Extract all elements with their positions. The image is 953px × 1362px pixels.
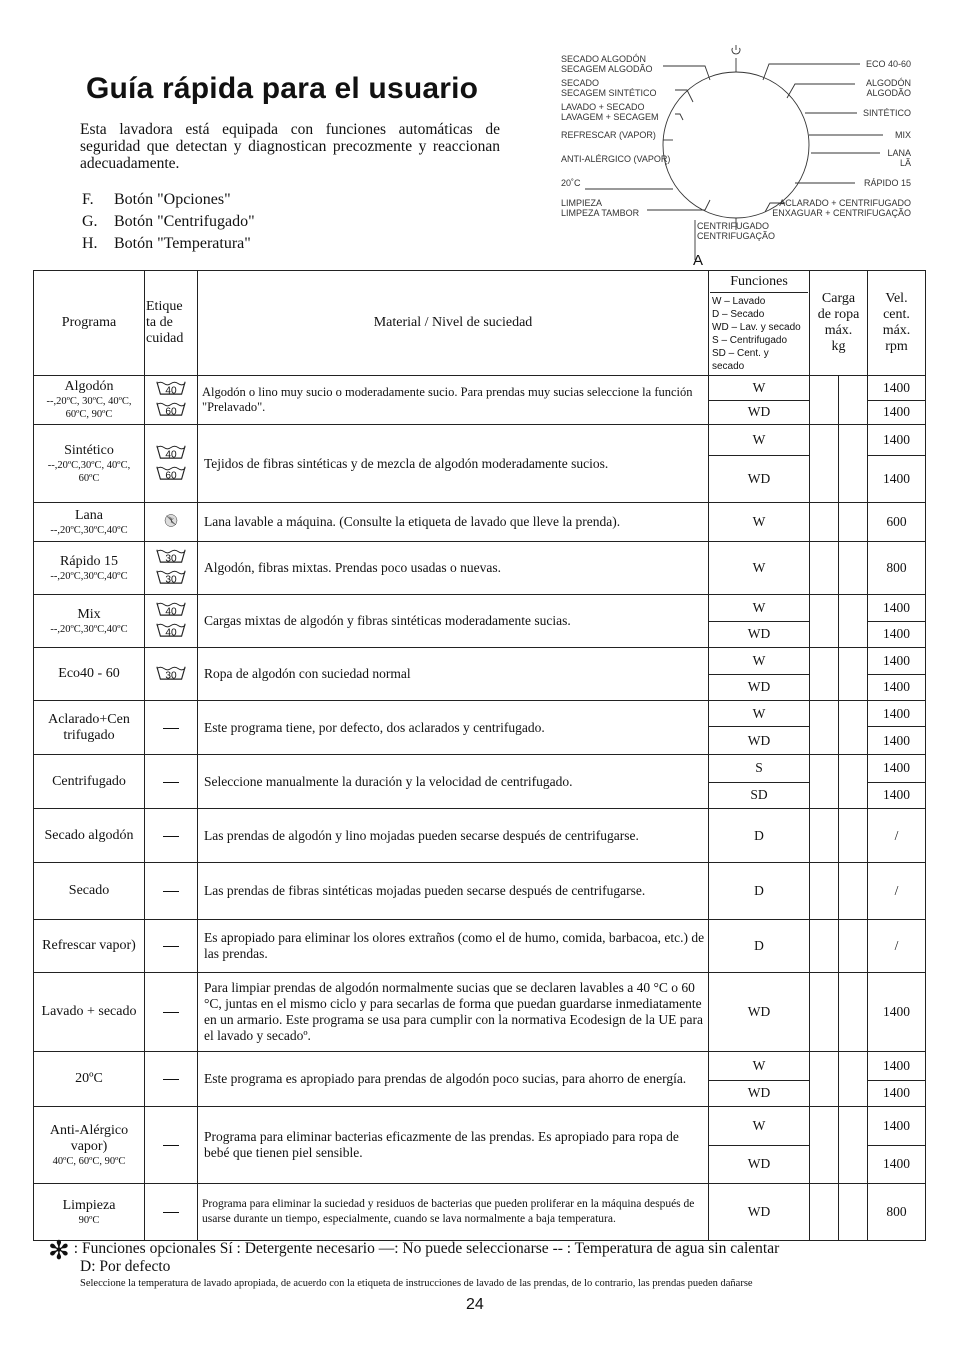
dial-left-labels (561, 54, 710, 218)
program-cell (34, 1107, 145, 1184)
program-cell (34, 973, 145, 1052)
page-title: Guía rápida para el usuario (86, 72, 479, 105)
care-label-cell (145, 425, 198, 503)
function-cell: D (709, 809, 810, 863)
load-cell (810, 973, 868, 1052)
button-item-h: H. Botón "Temperatura" (82, 235, 251, 252)
program-temperatures: --,20ºC,30ºC,40ºC (50, 524, 128, 536)
function-cell: D (709, 863, 810, 920)
program-name: Limpieza (62, 1197, 116, 1213)
load-cell (810, 701, 868, 755)
care-label-cell (145, 376, 198, 425)
load-cell (810, 425, 868, 503)
material-cell: Programa para eliminar bacterias eficazmente de las prendas. Es apropiado para ropa de bebé que tienen piel sensible. (198, 1107, 709, 1184)
header-material: Material / Nivel de suciedad (198, 271, 709, 376)
program-name: Mix (77, 606, 101, 622)
dial-left-label: REFRESCAR (VAPOR) (561, 130, 656, 140)
dial-left-label: SECAGEM ALGODÃO (561, 64, 653, 74)
svg-text:40: 40 (165, 449, 177, 459)
dial-right-label: ALGODÓN (865, 78, 911, 88)
function-cell: WD (709, 456, 810, 503)
function-cell: WD (709, 973, 810, 1052)
spin-speed-cell: 1400 (868, 595, 926, 622)
asterisk-icon: ✻ (48, 1236, 70, 1265)
care-label-cell (145, 863, 198, 920)
header-funciones: Funciones W – Lavado D – Secado WD – Lav. y secado S – Centrifugado SD – Cent. y secado (709, 271, 810, 376)
program-name: Centrifugado (52, 773, 126, 789)
program-temperatures: --,20ºC,30ºC, 40ºC, (47, 459, 131, 471)
program-cell (34, 503, 145, 542)
function-cell: S (709, 755, 810, 783)
spin-speed-cell: 1400 (868, 755, 926, 783)
table-row (34, 376, 926, 401)
wash-tub-icon (155, 548, 187, 563)
table-row (34, 542, 926, 595)
function-cell: WD (709, 1080, 810, 1106)
program-cell (34, 920, 145, 973)
svg-text:40: 40 (165, 627, 177, 637)
svg-text:60: 60 (165, 406, 177, 416)
program-name: Aclarado+Cen (48, 711, 130, 727)
table-header-row (34, 271, 926, 376)
spin-speed-cell: 1400 (868, 973, 926, 1052)
dial-left-label: SECAGEM SINTÉTICO (561, 88, 657, 98)
function-cell: W (709, 1052, 810, 1081)
function-cell: D (709, 920, 810, 973)
material-cell: Las prendas de algodón y lino mojadas pueden secarse después de centrifugarse. (198, 809, 709, 863)
care-label-cell (145, 1052, 198, 1107)
load-cell (810, 1107, 868, 1184)
wash-tub-icon (155, 401, 187, 416)
material-cell: Algodón, fibras mixtas. Prendas poco usadas o nuevas. (198, 542, 709, 595)
table-row (34, 1052, 926, 1081)
program-name: Secado algodón (44, 827, 134, 843)
program-name: Lavado + secado (41, 1004, 137, 1019)
button-list (82, 189, 255, 255)
program-dial-diagram (555, 40, 925, 270)
spin-speed-cell: 1400 (868, 376, 926, 401)
program-temperatures: --,20ºC, 30ºC, 40ºC, (46, 396, 132, 407)
spin-speed-cell: 1400 (868, 701, 926, 727)
function-cell: W (709, 648, 810, 675)
dial-left-label: LIMPEZA TAMBOR (561, 208, 640, 218)
svg-text:30: 30 (165, 670, 177, 680)
function-cell: WD (709, 674, 810, 701)
program-cell (34, 701, 145, 755)
function-cell: WD (709, 1184, 810, 1241)
dash-icon (163, 728, 179, 729)
spin-speed-cell: 1400 (868, 674, 926, 701)
function-cell: W (709, 1107, 810, 1146)
table-row (34, 425, 926, 456)
function-cell: WD (709, 400, 810, 425)
care-label-cell (145, 595, 198, 648)
spin-speed-cell: 1400 (868, 648, 926, 675)
program-name: trifugado (63, 727, 115, 743)
program-temperatures: --,20ºC,30ºC,40ºC (50, 623, 128, 635)
dial-right-label: LANA (887, 148, 911, 158)
function-cell: W (709, 503, 810, 542)
dial-bottom-label (693, 218, 775, 269)
function-cell: WD (709, 621, 810, 648)
material-cell: Seleccione manualmente la duración y la velocidad de centrifugado. (198, 755, 709, 809)
care-label-cell (145, 503, 198, 542)
material-cell: Programa para eliminar la suciedad y residuos de bacterias que pueden proliferar en la máquina después de usarse durante un tiempo, especialmente, cuando se lava normalmente a baja temperatura. (198, 1184, 709, 1241)
material-cell: Lana lavable a máquina. (Consulte la etiqueta de lavado que lleve la prenda). (198, 503, 709, 542)
care-label-cell (145, 809, 198, 863)
table-row (34, 701, 926, 727)
material-cell: Este programa es apropiado para prendas de algodón poco sucias, para ahorro de energía. (198, 1052, 709, 1107)
program-cell (34, 376, 145, 425)
table-row (34, 863, 926, 920)
program-cell (34, 425, 145, 503)
wash-tub-icon (155, 444, 187, 459)
svg-text:30: 30 (165, 553, 177, 563)
dial-right-label: ECO 40-60 (865, 59, 911, 69)
load-cell (810, 595, 868, 648)
footer-note: Seleccione la temperatura de lavado apropiada, de acuerdo con la etiqueta de instrucciones de lavado de las prendas, de lo contrario, las prendas pueden dañarse (80, 1278, 753, 1289)
spin-speed-cell: 1400 (868, 456, 926, 503)
program-name: Anti-Alérgico (49, 1122, 129, 1138)
program-name: 20ºC (75, 1071, 103, 1086)
program-cell (34, 648, 145, 701)
function-cell: WD (709, 1145, 810, 1184)
program-cell (34, 863, 145, 920)
header-carga: Carga de ropa máx. kg (810, 271, 868, 376)
program-name: Secado (68, 883, 110, 898)
material-cell: Este programa tiene, por defecto, dos aclarados y centrifugado. (198, 701, 709, 755)
table-row (34, 809, 926, 863)
dial-right-label: ALGODÃO (866, 88, 911, 98)
table-row (34, 920, 926, 973)
dash-icon (163, 782, 179, 783)
program-name: Eco40 - 60 (58, 666, 120, 681)
dial-left-label: LIMPIEZA (561, 198, 603, 208)
care-label-cell (145, 973, 198, 1052)
table-row (34, 1184, 926, 1241)
svg-text:60: 60 (165, 470, 177, 480)
dial-left-label: LAVAGEM + SECAGEM (561, 112, 659, 122)
spin-speed-cell: 1400 (868, 1080, 926, 1106)
program-temperatures: --,20ºC,30ºC,40ºC (50, 570, 128, 582)
material-cell: Algodón o lino muy sucio o moderadamente sucio. Para prendas muy sucias seleccione la función "Prelavado". (198, 376, 709, 425)
function-cell: W (709, 701, 810, 727)
dial-left-label: SECADO (561, 78, 600, 88)
dial-left-label: LAVADO + SECADO (561, 102, 645, 112)
spin-speed-cell: / (868, 863, 926, 920)
dial-right-label: RÁPIDO 15 (863, 178, 911, 188)
program-cell (34, 809, 145, 863)
care-label-cell (145, 648, 198, 701)
dial-left-label: SECADO ALGODÓN (561, 54, 647, 64)
care-label-cell (145, 701, 198, 755)
material-cell: Es apropiado para eliminar los olores extraños (como el de humo, comida, barbacoa, etc.) de las prendas. (198, 920, 709, 973)
table-row (34, 973, 926, 1052)
spin-speed-cell: 800 (868, 1184, 926, 1241)
load-cell (810, 755, 868, 809)
material-cell: Cargas mixtas de algodón y fibras sintéticas moderadamente sucias. (198, 595, 709, 648)
dash-icon (163, 1145, 179, 1146)
wool-icon (155, 513, 187, 528)
dial-left-label: 20˚C (561, 178, 581, 188)
table-row (34, 648, 926, 675)
program-temperatures: 60ºC, 90ºC (65, 409, 113, 420)
function-cell: W (709, 542, 810, 595)
spin-speed-cell: / (868, 809, 926, 863)
dash-icon (163, 891, 179, 892)
dash-icon (163, 836, 179, 837)
spin-speed-cell: 1400 (868, 1145, 926, 1184)
dash-icon (163, 1212, 179, 1213)
wash-tub-icon (155, 569, 187, 584)
function-cell: SD (709, 782, 810, 809)
spin-speed-cell: 600 (868, 503, 926, 542)
dial-circle (663, 72, 809, 218)
wash-tub-icon (155, 380, 187, 395)
program-name: Algodón (64, 379, 114, 394)
table-row (34, 755, 926, 783)
material-cell: Tejidos de fibras sintéticas y de mezcla de algodón moderadamente sucios. (198, 425, 709, 503)
care-label-cell (145, 920, 198, 973)
load-cell (810, 863, 868, 920)
spin-speed-cell: 1400 (868, 782, 926, 809)
program-name: vapor) (70, 1138, 108, 1154)
spin-speed-cell: 1400 (868, 1107, 926, 1146)
program-cell (34, 542, 145, 595)
material-cell: Las prendas de fibras sintéticas mojadas pueden secarse después de centrifugarse. (198, 863, 709, 920)
load-cell (810, 503, 868, 542)
function-cell: WD (709, 727, 810, 755)
button-item-g: G. Botón "Centrifugado" (82, 213, 255, 230)
spin-speed-cell: 1400 (868, 1052, 926, 1081)
dash-icon (163, 946, 179, 947)
load-cell (810, 1052, 868, 1107)
svg-text:CENTRIFUGAÇÃO: CENTRIFUGAÇÃO (697, 231, 776, 241)
program-name: Lana (75, 507, 103, 523)
dash-icon (163, 1079, 179, 1080)
function-cell: W (709, 425, 810, 456)
program-table (33, 270, 926, 1241)
care-label-cell (145, 1107, 198, 1184)
program-temperatures: 90ºC (78, 1214, 100, 1226)
table-row (34, 595, 926, 622)
spin-speed-cell: 1400 (868, 425, 926, 456)
program-name: Rápido 15 (60, 553, 118, 569)
program-temperatures: 40ºC, 60ºC, 90ºC (52, 1155, 126, 1167)
power-icon (732, 45, 740, 54)
svg-text:30: 30 (165, 574, 177, 584)
dial-right-label: LÃ (899, 158, 911, 168)
load-cell (810, 542, 868, 595)
load-cell (810, 1184, 868, 1241)
spin-speed-cell: / (868, 920, 926, 973)
load-cell (810, 809, 868, 863)
load-cell (810, 920, 868, 973)
wash-tub-icon (155, 665, 187, 680)
function-cell: W (709, 376, 810, 401)
program-name: Sintético (64, 442, 114, 458)
wash-tub-icon (155, 622, 187, 637)
dial-right-labels (763, 59, 911, 218)
spin-speed-cell: 1400 (868, 400, 926, 425)
program-cell (34, 755, 145, 809)
spin-speed-cell: 1400 (868, 621, 926, 648)
page-number: 24 (466, 1296, 484, 1313)
intro-paragraph: Esta lavadora está equipada con funciones automáticas de seguridad que detectan y diagnostican precozmente y reaccionan adecuadamente. (80, 121, 500, 172)
dial-right-label: MIX (894, 130, 911, 140)
program-name: Refrescar vapor) (42, 938, 136, 953)
dial-right-label: ACLARADO + CENTRIFUGADO (779, 198, 911, 208)
function-cell: W (709, 595, 810, 622)
footer-default: D: Por defecto (80, 1258, 171, 1275)
care-label-cell (145, 542, 198, 595)
spin-speed-cell: 800 (868, 542, 926, 595)
program-cell (34, 595, 145, 648)
svg-text:CENTRIFUGADO: CENTRIFUGADO (697, 221, 769, 231)
program-cell (34, 1052, 145, 1107)
material-cell: Para limpiar prendas de algodón normalmente sucias que se declaren lavables a 40 °C o 60 °C, juntas en el mismo ciclo y para secarlas de forma que puedan guardarse inmediatamente en un armario. Este programa se usa para cumplir con la normativa Ecodesign de la UE para el lavado y secadoº. (198, 973, 709, 1052)
svg-text:40: 40 (165, 385, 177, 395)
header-programa: Programa (34, 271, 145, 376)
funciones-legend: W – Lavado D – Secado WD – Lav. y secado S – Centrifugado SD – Cent. y secado (710, 292, 808, 373)
care-label-cell (145, 1184, 198, 1241)
dial-left-label: ANTI-ALÉRGICO (VAPOR) (561, 154, 671, 164)
table-row (34, 1107, 926, 1146)
program-cell (34, 1184, 145, 1241)
wash-tub-icon (155, 465, 187, 480)
program-temperatures: 60ºC (78, 472, 100, 484)
header-vel: Vel. cent. máx. rpm (868, 271, 926, 376)
load-cell (810, 376, 868, 425)
footer-legend: ✻ : Funciones opcionales Sí : Detergente necesario —: No puede seleccionarse -- : Temperatura de agua sin calentar (48, 1236, 780, 1265)
button-item-f: F. Botón "Opciones" (82, 191, 231, 208)
care-label-cell (145, 755, 198, 809)
spin-speed-cell: 1400 (868, 727, 926, 755)
dial-right-label: ENXAGUAR + CENTRIFUGAÇÃO (772, 208, 911, 218)
dash-icon (163, 1012, 179, 1013)
table-row (34, 503, 926, 542)
svg-text:40: 40 (165, 606, 177, 616)
load-cell (810, 648, 868, 701)
dial-right-label: SINTÉTICO (862, 108, 911, 118)
dial-marker-a: A (693, 252, 704, 269)
wash-tub-icon (155, 601, 187, 616)
header-etiqueta: Etique ta de cuidad (145, 271, 198, 376)
material-cell: Ropa de algodón con suciedad normal (198, 648, 709, 701)
